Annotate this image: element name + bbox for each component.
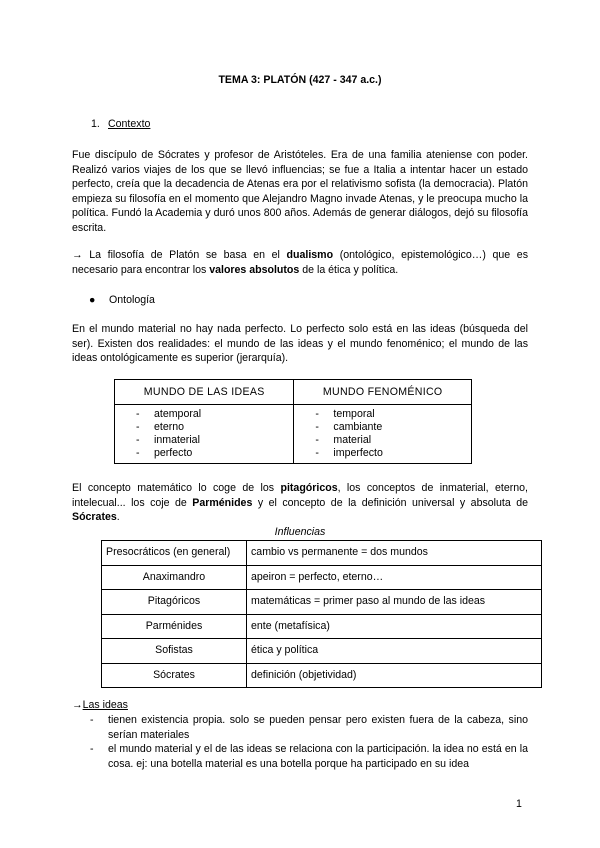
ideas-list — [72, 713, 528, 771]
list-item: - el mundo material y el de las ideas se relaciona con la participación. la idea no está en la cosa. ej: una botella material es una botella porque ha participado en su idea — [72, 742, 528, 771]
list-item: - material — [315, 434, 471, 447]
influence-source: Parménides — [102, 614, 247, 639]
ideas-heading — [72, 698, 528, 713]
table-row — [102, 565, 542, 590]
page-title: TEMA 3: PLATÓN (427 - 347 a.c.) — [218, 74, 382, 86]
influence-idea: apeiron = perfecto, eterno… — [247, 565, 542, 590]
section-heading-contexto — [91, 117, 150, 132]
list-item: - inmaterial — [136, 434, 293, 447]
worlds-table — [114, 379, 472, 464]
arrow-glyph: → — [72, 699, 83, 711]
list-item: - atemporal — [136, 408, 293, 421]
influence-source: Sócrates — [102, 663, 247, 688]
table-row — [102, 590, 542, 615]
page-number: 1 — [516, 798, 522, 810]
table-row — [102, 541, 542, 566]
table-row — [102, 614, 542, 639]
section-number: 1. — [91, 118, 100, 130]
influence-source: Sofistas — [102, 639, 247, 664]
influence-idea: cambio vs permanente = dos mundos — [247, 541, 542, 566]
influence-idea: definición (objetividad) — [247, 663, 542, 688]
list-item: - cambiante — [315, 421, 471, 434]
fenomenico-list — [294, 405, 471, 463]
list-item: - perfecto — [136, 447, 293, 460]
fenomenico-cell — [294, 405, 472, 464]
influence-source: Anaximandro — [102, 565, 247, 590]
list-item: - imperfecto — [315, 447, 471, 460]
table-row — [115, 405, 472, 464]
header-ideas: MUNDO DE LAS IDEAS — [115, 380, 294, 405]
section-heading-label: Contexto — [108, 118, 151, 130]
list-item: - eterno — [136, 421, 293, 434]
ideas-cell — [115, 405, 294, 464]
dualism-paragraph: → La filosofía de Platón se basa en el dualismo (ontológico, epistemológico…) que es necesario para encontrar los valores absolutos de la ética y política. — [72, 249, 528, 276]
bold-term: Sócrates — [72, 511, 117, 524]
bullet-dot-icon: ● — [89, 294, 96, 306]
bold-term: pitagóricos — [280, 482, 338, 494]
table-row — [102, 639, 542, 664]
bold-term: Parménides — [192, 496, 253, 509]
concept-paragraph: El concepto matemático lo coge de los pitagóricos, los conceptos de inmaterial, eterno, intelecual... los coje de Parménides y el concepto de la definición universal y absoluta de Sócrates. — [72, 482, 528, 524]
table-row — [102, 663, 542, 688]
header-fenomenico: MUNDO FENOMÉNICO — [294, 380, 472, 405]
ontology-paragraph: En el mundo material no hay nada perfecto. Lo perfecto solo está en las ideas (búsqueda del ser). Existen dos realidades: el mundo de las ideas y el mundo fenoménico; el mundo de las ideas ontológicamente es superior (jerarquía). — [72, 323, 528, 365]
arrow-glyph: → — [72, 249, 83, 261]
ideas-list — [115, 405, 293, 463]
bold-term: dualismo — [286, 249, 334, 261]
bold-term: valores absolutos — [209, 263, 300, 276]
context-paragraph: Fue discípulo de Sócrates y profesor de Aristóteles. Era de una familia ateniense con poder. Realizó varios viajes de los que se llevó influencias; se fue a Italia a intentar hacer un estado perfecto, creía que la decadencia de Atenas era por el relativismo sofista (la democracia). Platón empieza su filosofía en el momento que Alejandro Magno invade Atenas, y le preocupa mucho la política. Fundó la Academia y duró unos 800 años. Además de generar diálogos, dejó su filosofía escrita. — [72, 149, 528, 234]
table-header-row — [115, 380, 472, 405]
influence-source: Pitagóricos — [102, 590, 247, 615]
influences-table — [101, 540, 542, 688]
influence-idea: matemáticas = primer paso al mundo de las ideas — [247, 590, 542, 615]
table-caption: Influencias — [274, 526, 326, 538]
bullet-label: Ontología — [109, 294, 155, 306]
influence-idea: ente (metafísica) — [247, 614, 542, 639]
bullet-ontologia — [89, 293, 155, 308]
list-item: - temporal — [315, 408, 471, 421]
list-item: - tienen existencia propia. solo se pueden pensar pero existen fuera de la cabeza, sino serían materiales — [72, 713, 528, 742]
influence-source: Presocráticos (en general) — [102, 541, 247, 566]
influence-idea: ética y política — [247, 639, 542, 664]
ideas-heading-label: Las ideas — [82, 699, 128, 711]
